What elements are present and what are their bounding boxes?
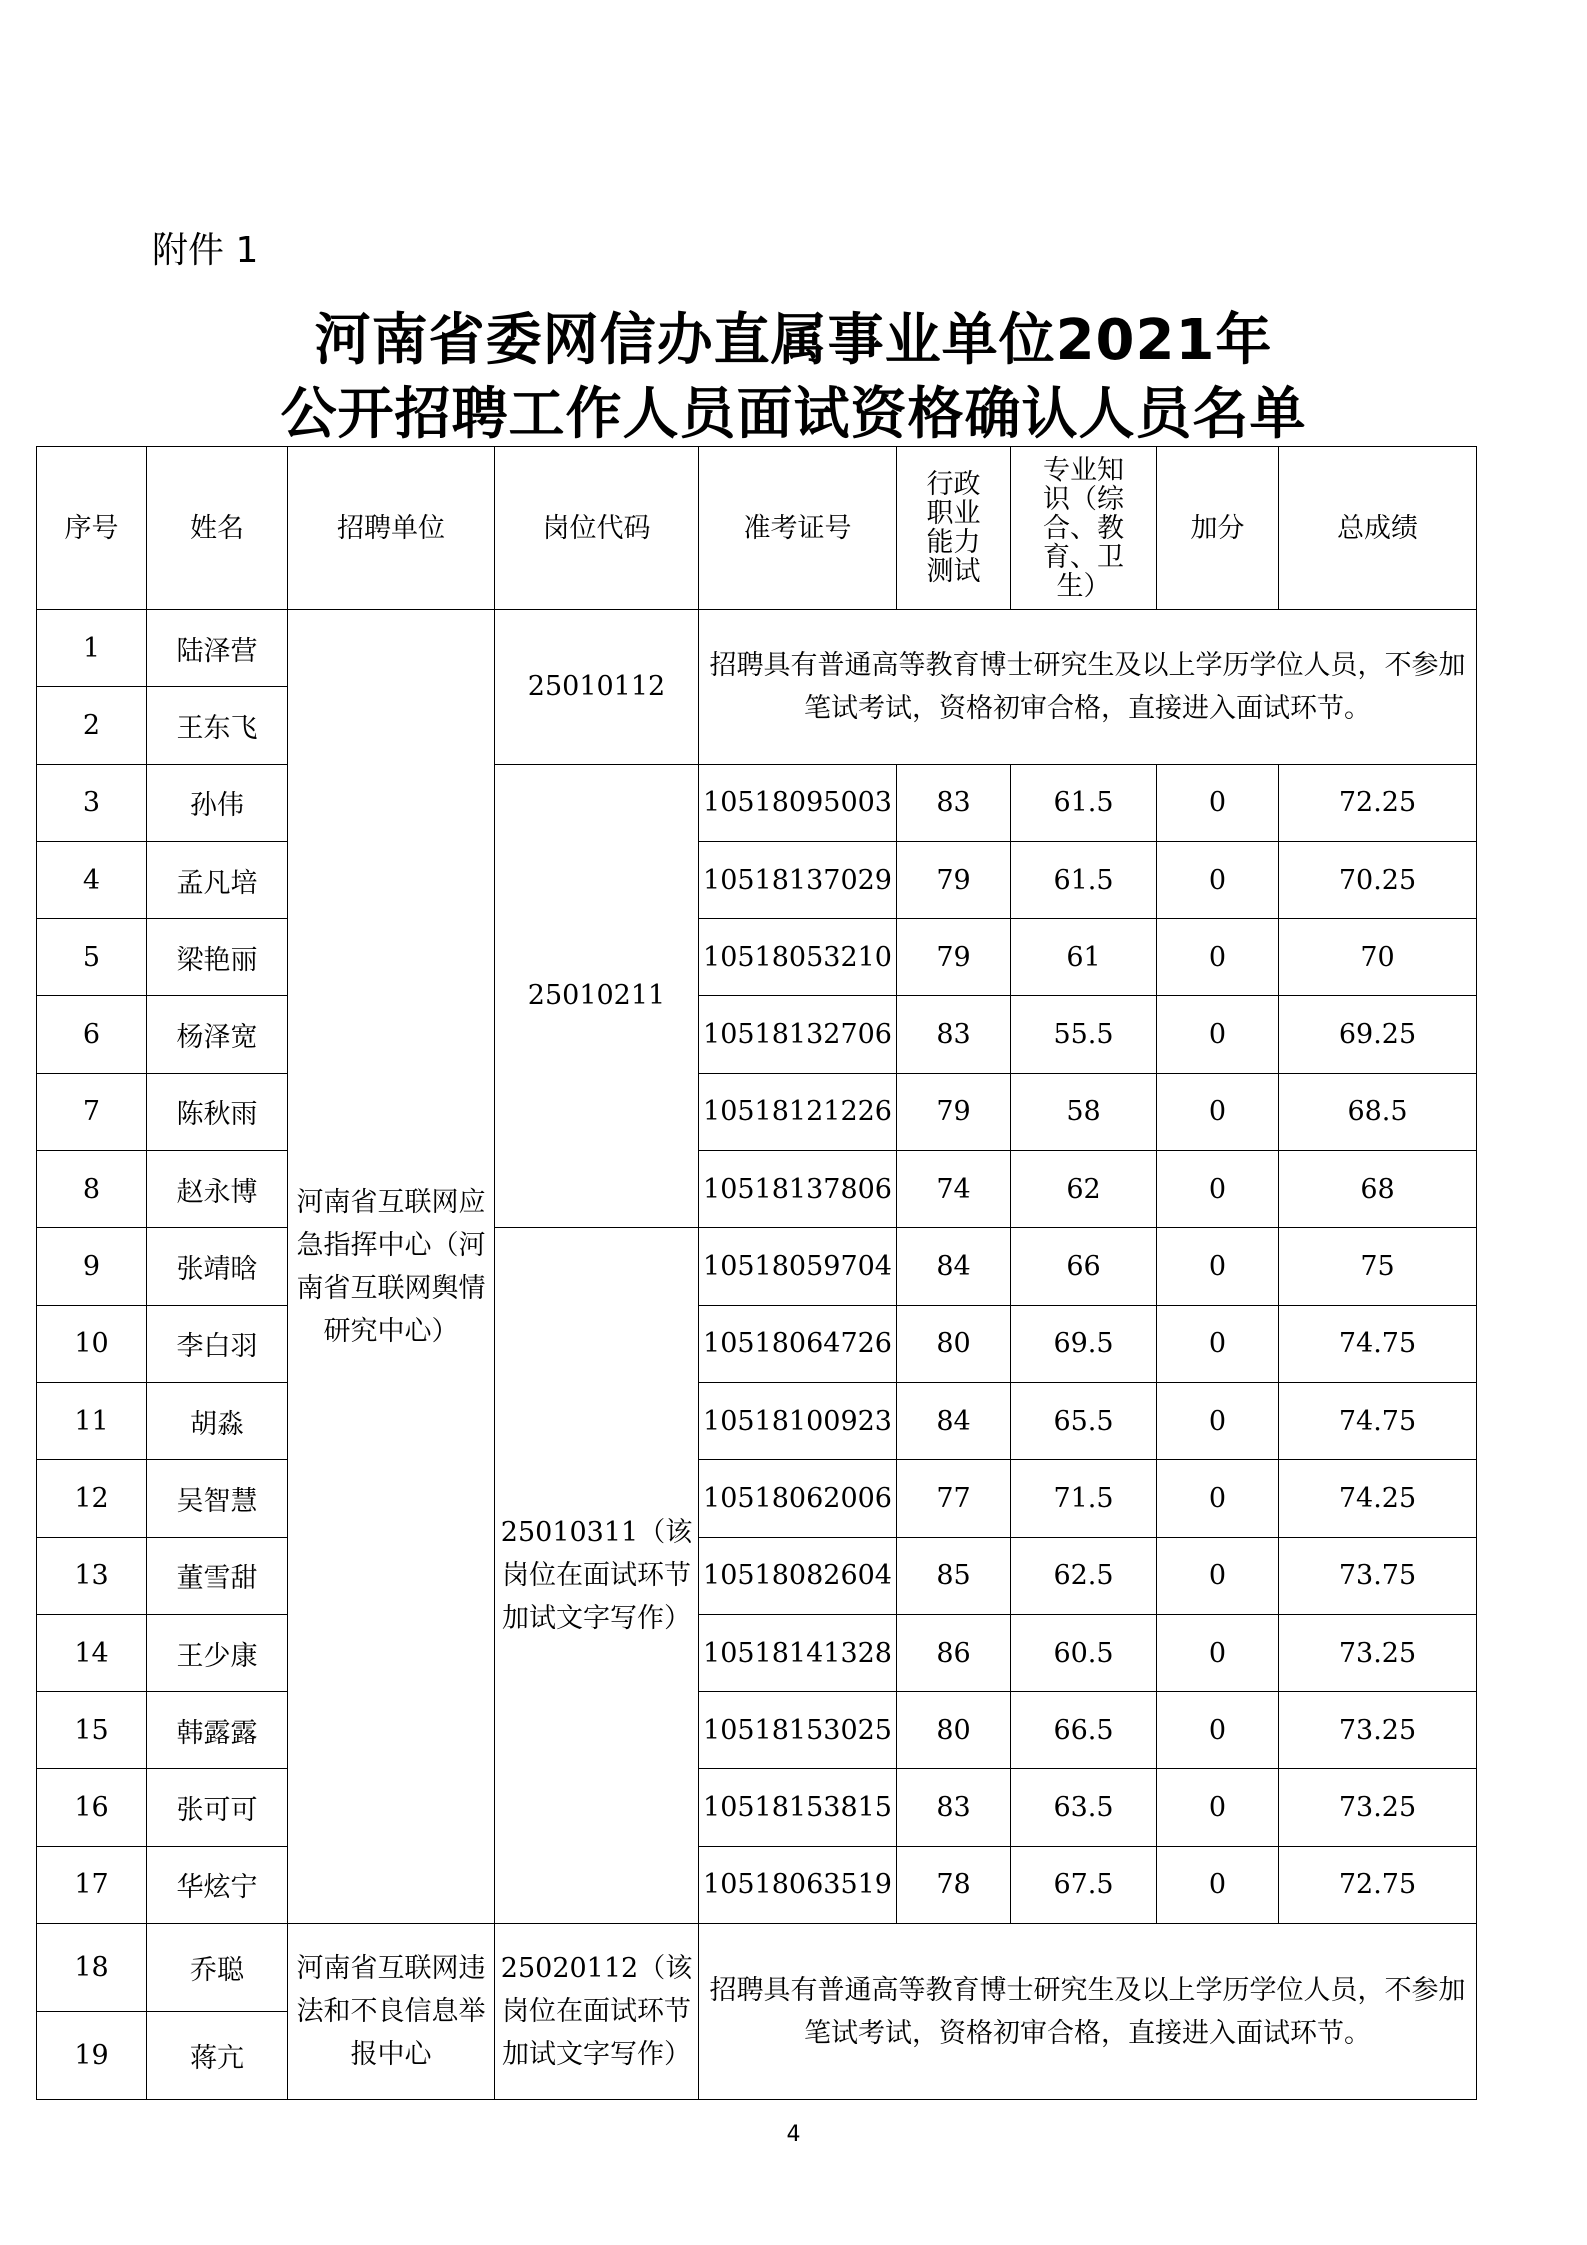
table-row: [37, 1151, 1477, 1228]
header-seq: 序号: [37, 447, 147, 610]
cell-seq: 8: [37, 1151, 147, 1228]
cell-admin: 80: [897, 1305, 1011, 1382]
cell-pro: 65.5: [1011, 1382, 1157, 1459]
cell-admin: 86: [897, 1614, 1011, 1691]
cell-admin: 79: [897, 1073, 1011, 1150]
table-row: [37, 841, 1477, 918]
cell-pro: 55.5: [1011, 996, 1157, 1073]
cell-post-code: 25020112（该岗位在面试环节加试文字写作）: [495, 1924, 699, 2100]
header-exam-id: 准考证号: [699, 447, 897, 610]
cell-name: 韩露露: [147, 1692, 288, 1769]
cell-bonus: 0: [1157, 1692, 1279, 1769]
cell-bonus: 0: [1157, 1305, 1279, 1382]
cell-total: 75: [1279, 1228, 1477, 1305]
cell-name: 蒋亢: [147, 2012, 288, 2100]
header-unit: 招聘单位: [288, 447, 495, 610]
cell-pro: 63.5: [1011, 1769, 1157, 1846]
cell-seq: 6: [37, 996, 147, 1073]
cell-seq: 16: [37, 1769, 147, 1846]
cell-admin: 78: [897, 1846, 1011, 1923]
cell-exam-id: 10518053210: [699, 919, 897, 996]
cell-admin: 74: [897, 1151, 1011, 1228]
cell-total: 74.75: [1279, 1305, 1477, 1382]
cell-bonus: 0: [1157, 919, 1279, 996]
cell-name: 吴智慧: [147, 1460, 288, 1537]
title-line-1: 河南省委网信办直属事业单位2021年: [314, 308, 1273, 373]
cell-bonus: 0: [1157, 1073, 1279, 1150]
cell-admin: 83: [897, 764, 1011, 841]
cell-bonus: 0: [1157, 1228, 1279, 1305]
cell-total: 70: [1279, 919, 1477, 996]
cell-bonus: 0: [1157, 1846, 1279, 1923]
cell-pro: 62.5: [1011, 1537, 1157, 1614]
cell-admin: 83: [897, 996, 1011, 1073]
cell-pro: 61: [1011, 919, 1157, 996]
cell-seq: 13: [37, 1537, 147, 1614]
cell-admin: 80: [897, 1692, 1011, 1769]
cell-name: 孟凡培: [147, 841, 288, 918]
table-row: [37, 1305, 1477, 1382]
header-total: 总成绩: [1279, 447, 1477, 610]
cell-total: 73.25: [1279, 1692, 1477, 1769]
table-row: [37, 1537, 1477, 1614]
cell-seq: 7: [37, 1073, 147, 1150]
header-row: [37, 447, 1477, 610]
cell-bonus: 0: [1157, 1769, 1279, 1846]
table-row: [37, 1846, 1477, 1923]
cell-admin: 79: [897, 919, 1011, 996]
cell-exam-id: 10518137806: [699, 1151, 897, 1228]
table-row: [37, 1692, 1477, 1769]
cell-pro: 61.5: [1011, 764, 1157, 841]
cell-name: 张可可: [147, 1769, 288, 1846]
cell-admin: 85: [897, 1537, 1011, 1614]
cell-seq: 10: [37, 1305, 147, 1382]
cell-pro: 69.5: [1011, 1305, 1157, 1382]
candidate-table: [36, 446, 1477, 2100]
title-line-2: 公开招聘工作人员面试资格确认人员名单: [280, 382, 1307, 447]
cell-exam-id: 10518095003: [699, 764, 897, 841]
cell-total: 68.5: [1279, 1073, 1477, 1150]
cell-total: 68: [1279, 1151, 1477, 1228]
cell-seq: 1: [37, 610, 147, 687]
cell-total: 73.25: [1279, 1614, 1477, 1691]
cell-unit: 河南省互联网应急指挥中心（河南省互联网舆情研究中心）: [288, 610, 495, 1924]
cell-bonus: 0: [1157, 1382, 1279, 1459]
cell-bonus: 0: [1157, 1537, 1279, 1614]
cell-bonus: 0: [1157, 764, 1279, 841]
cell-pro: 58: [1011, 1073, 1157, 1150]
cell-exam-id: 10518132706: [699, 996, 897, 1073]
page-number: 4: [786, 2122, 801, 2147]
cell-post-code: 25010112: [495, 610, 699, 765]
cell-name: 华炫宁: [147, 1846, 288, 1923]
cell-name: 杨泽宽: [147, 996, 288, 1073]
cell-total: 72.75: [1279, 1846, 1477, 1923]
cell-note: 招聘具有普通高等教育博士研究生及以上学历学位人员，不参加笔试考试，资格初审合格，直接进入面试环节。: [699, 1924, 1477, 2100]
cell-seq: 2: [37, 687, 147, 764]
cell-exam-id: 10518059704: [699, 1228, 897, 1305]
cell-total: 73.25: [1279, 1769, 1477, 1846]
cell-exam-id: 10518141328: [699, 1614, 897, 1691]
cell-total: 72.25: [1279, 764, 1477, 841]
cell-exam-id: 10518153815: [699, 1769, 897, 1846]
cell-bonus: 0: [1157, 1460, 1279, 1537]
cell-unit: 河南省互联网违法和不良信息举报中心: [288, 1924, 495, 2100]
table-row: [37, 1382, 1477, 1459]
table-row: [37, 1228, 1477, 1305]
cell-pro: 66: [1011, 1228, 1157, 1305]
table-row: [37, 1924, 1477, 2012]
cell-bonus: 0: [1157, 1151, 1279, 1228]
cell-exam-id: 10518121226: [699, 1073, 897, 1150]
cell-post-code: 25010211: [495, 764, 699, 1228]
cell-total: 69.25: [1279, 996, 1477, 1073]
cell-exam-id: 10518063519: [699, 1846, 897, 1923]
cell-admin: 77: [897, 1460, 1011, 1537]
cell-bonus: 0: [1157, 996, 1279, 1073]
cell-exam-id: 10518100923: [699, 1382, 897, 1459]
cell-name: 胡淼: [147, 1382, 288, 1459]
cell-name: 李白羽: [147, 1305, 288, 1382]
cell-bonus: 0: [1157, 841, 1279, 918]
cell-seq: 17: [37, 1846, 147, 1923]
cell-pro: 71.5: [1011, 1460, 1157, 1537]
cell-seq: 9: [37, 1228, 147, 1305]
attachment-label: 附件 1: [152, 230, 259, 271]
cell-seq: 4: [37, 841, 147, 918]
cell-seq: 5: [37, 919, 147, 996]
cell-seq: 3: [37, 764, 147, 841]
cell-total: 74.25: [1279, 1460, 1477, 1537]
cell-name: 王少康: [147, 1614, 288, 1691]
cell-total: 73.75: [1279, 1537, 1477, 1614]
cell-pro: 62: [1011, 1151, 1157, 1228]
cell-post-code: 25010311（该岗位在面试环节加试文字写作）: [495, 1228, 699, 1924]
cell-seq: 19: [37, 2012, 147, 2100]
cell-name: 陆泽营: [147, 610, 288, 687]
cell-seq: 15: [37, 1692, 147, 1769]
cell-name: 王东飞: [147, 687, 288, 764]
cell-exam-id: 10518064726: [699, 1305, 897, 1382]
table-row: [37, 1460, 1477, 1537]
cell-name: 孙伟: [147, 764, 288, 841]
header-admin-test: 行政职业能力测试: [897, 447, 1011, 610]
cell-pro: 66.5: [1011, 1692, 1157, 1769]
cell-name: 董雪甜: [147, 1537, 288, 1614]
cell-name: 乔聪: [147, 1924, 288, 2012]
table-row: [37, 1769, 1477, 1846]
table-row: [37, 610, 1477, 687]
cell-name: 陈秋雨: [147, 1073, 288, 1150]
cell-exam-id: 10518153025: [699, 1692, 897, 1769]
cell-note: 招聘具有普通高等教育博士研究生及以上学历学位人员，不参加笔试考试，资格初审合格，直接进入面试环节。: [699, 610, 1477, 765]
cell-name: 张靖晗: [147, 1228, 288, 1305]
cell-exam-id: 10518082604: [699, 1537, 897, 1614]
cell-admin: 84: [897, 1228, 1011, 1305]
cell-admin: 83: [897, 1769, 1011, 1846]
cell-total: 70.25: [1279, 841, 1477, 918]
header-pro-knowledge: 专业知识（综合、教育、卫生）: [1011, 447, 1157, 610]
header-bonus: 加分: [1157, 447, 1279, 610]
table-row: [37, 1614, 1477, 1691]
cell-exam-id: 10518137029: [699, 841, 897, 918]
table-row: [37, 764, 1477, 841]
cell-admin: 84: [897, 1382, 1011, 1459]
cell-total: 74.75: [1279, 1382, 1477, 1459]
cell-seq: 12: [37, 1460, 147, 1537]
table-row: [37, 996, 1477, 1073]
table-row: [37, 1073, 1477, 1150]
cell-pro: 67.5: [1011, 1846, 1157, 1923]
cell-seq: 14: [37, 1614, 147, 1691]
cell-bonus: 0: [1157, 1614, 1279, 1691]
cell-seq: 11: [37, 1382, 147, 1459]
cell-name: 梁艳丽: [147, 919, 288, 996]
cell-seq: 18: [37, 1924, 147, 2012]
header-post-code: 岗位代码: [495, 447, 699, 610]
cell-exam-id: 10518062006: [699, 1460, 897, 1537]
cell-pro: 61.5: [1011, 841, 1157, 918]
cell-admin: 79: [897, 841, 1011, 918]
cell-pro: 60.5: [1011, 1614, 1157, 1691]
cell-name: 赵永博: [147, 1151, 288, 1228]
header-name: 姓名: [147, 447, 288, 610]
table-row: [37, 919, 1477, 996]
